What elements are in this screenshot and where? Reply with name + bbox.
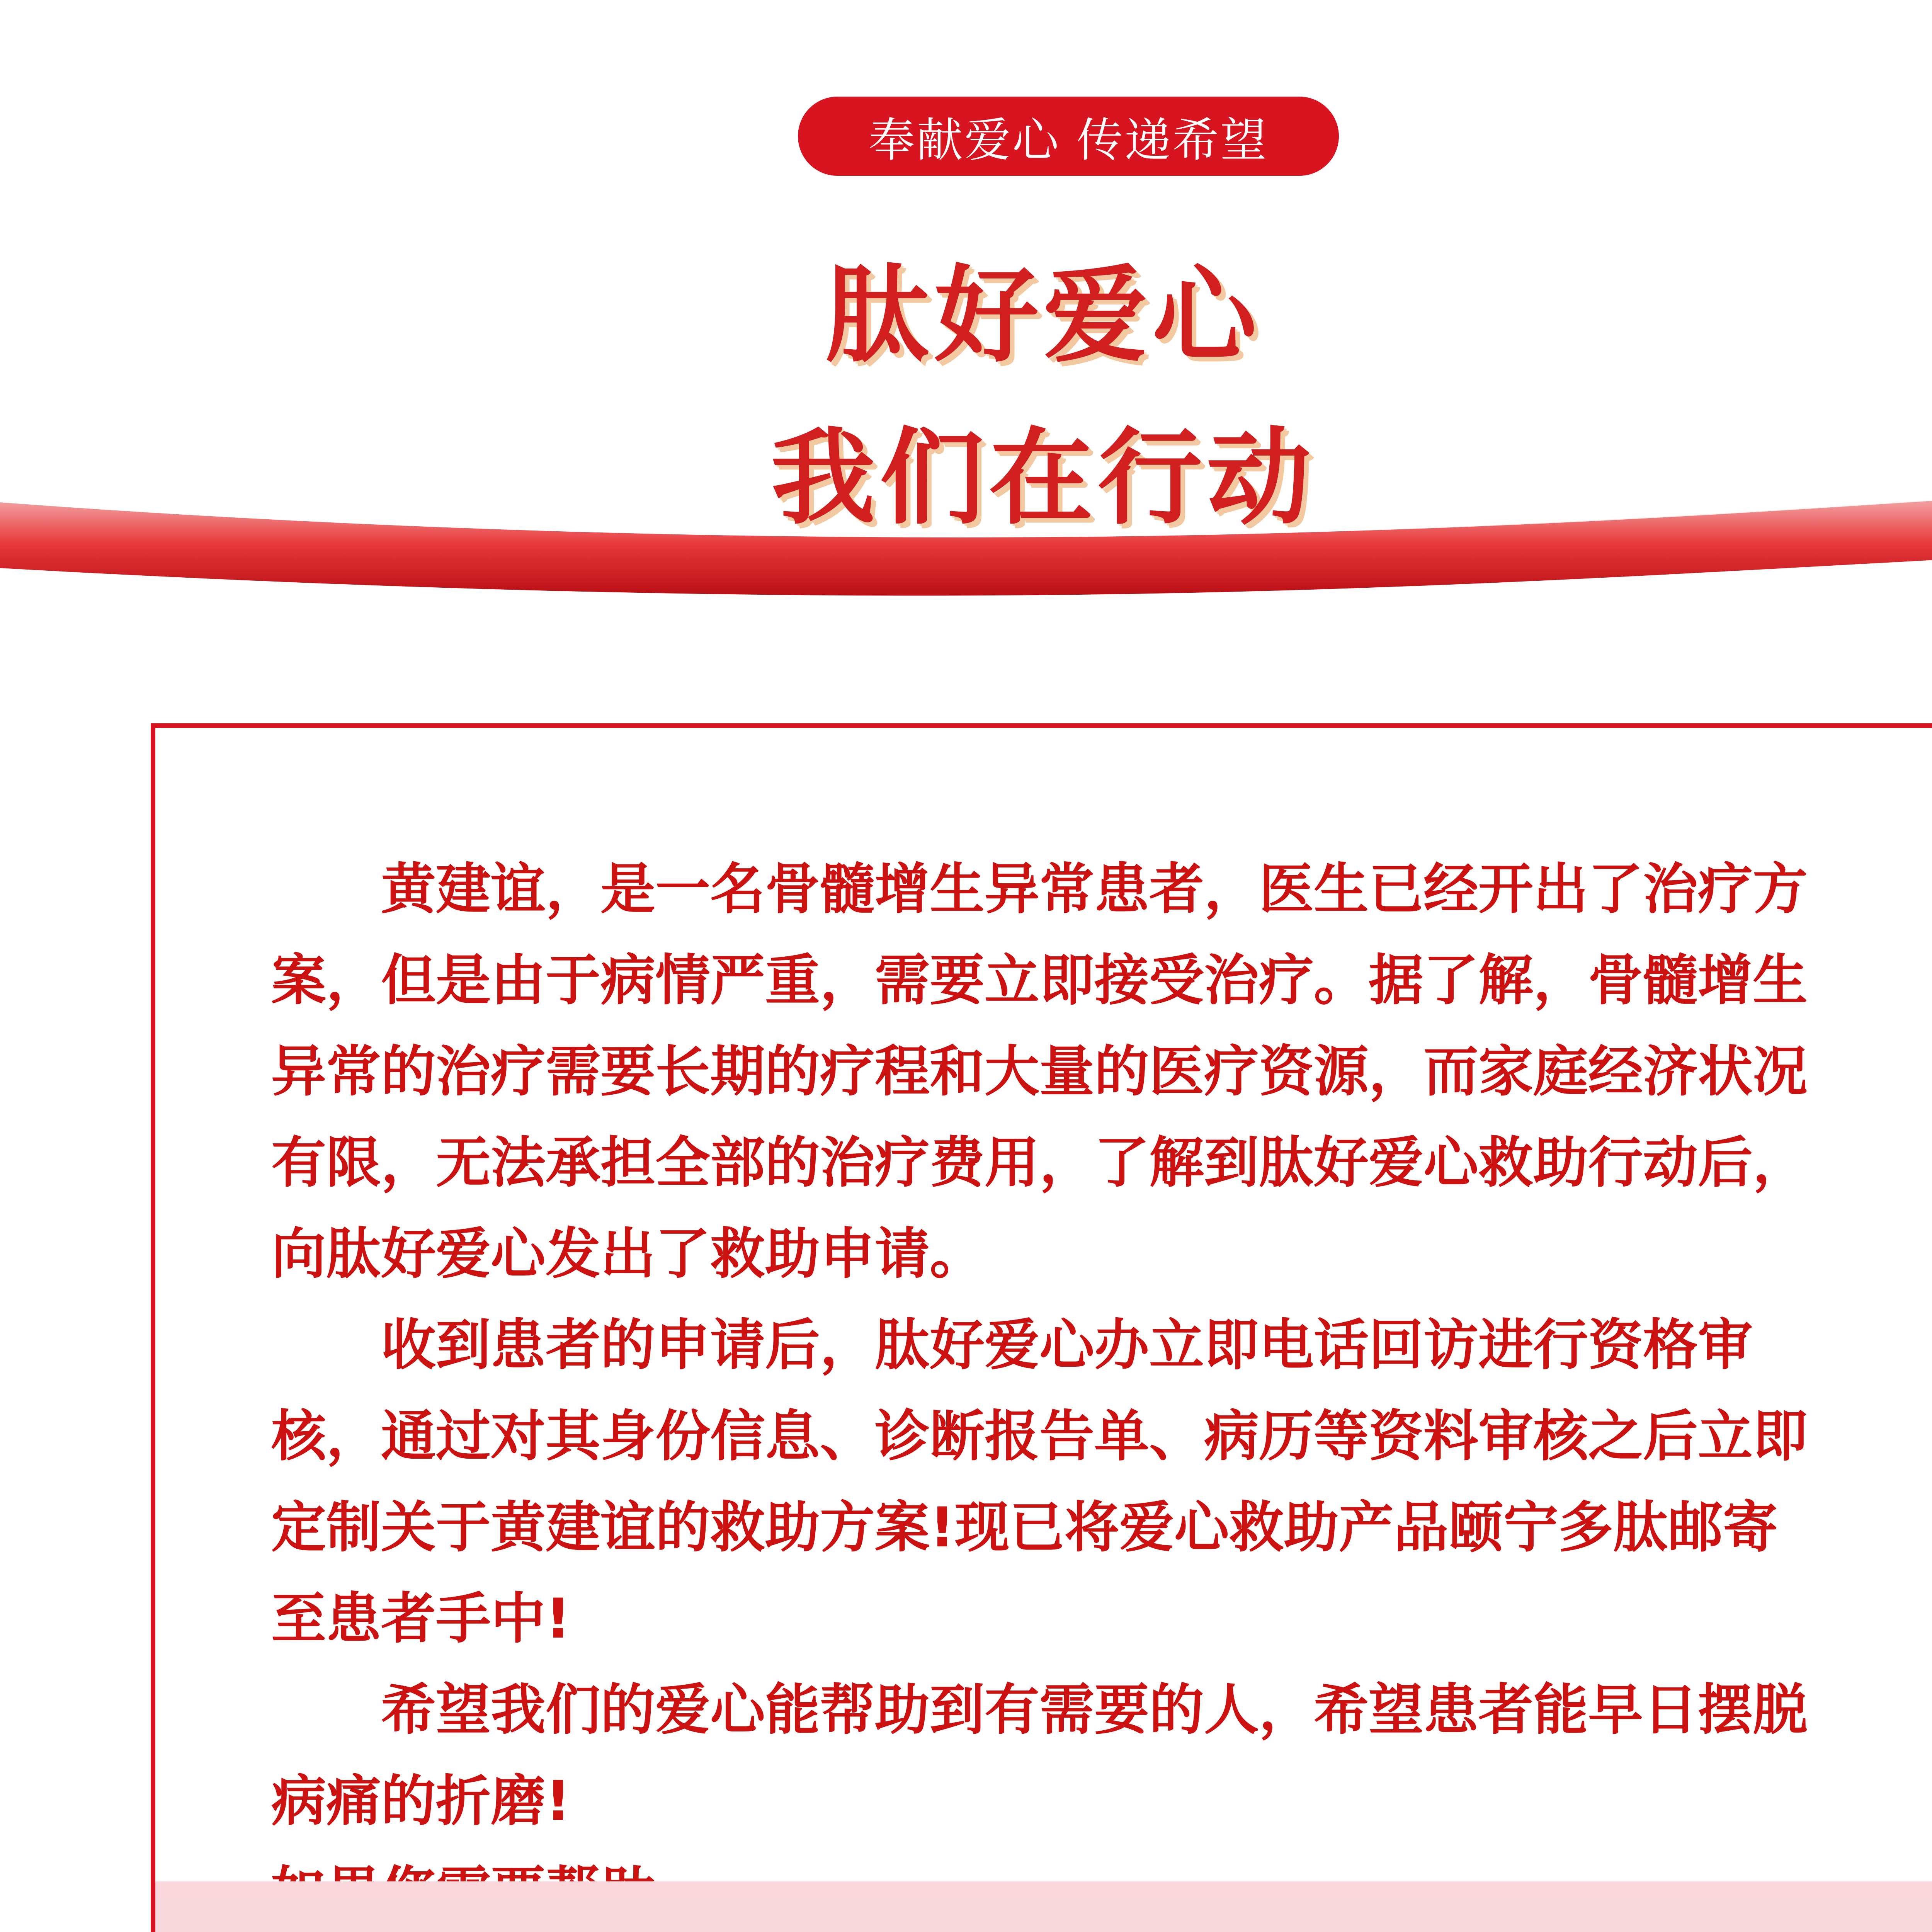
- charity-banner: [155, 1881, 1932, 1932]
- banner-illustration: [155, 1881, 1932, 1932]
- story-panel: [151, 723, 1932, 1932]
- story-text: [271, 844, 1828, 1932]
- story-paragraph-3: 希望我们的爱心能帮助到有需要的人，希望患者能早日摆脱病痛的折磨!: [271, 1678, 1808, 1833]
- slogan-pill: 奉献爱心 传递希望: [798, 97, 1339, 176]
- headline-line-2: 我们在行动: [771, 417, 1316, 539]
- story-paragraph-1: 黄建谊，是一名骨髓增生异常患者，医生已经开出了治疗方案，但是由于病情严重，需要立即接受治疗。据了解，骨髓增生异常的治疗需要长期的疗程和大量的医疗资源，而家庭经济状况有限，无法承担全部的治疗费用，了解到肽好爱心救助行动后，向肽好爱心发出了救助申请。: [271, 857, 1808, 1286]
- header-wave-decoration: [0, 475, 1932, 622]
- story-paragraph-2: 收到患者的申请后，肽好爱心办立即电话回访进行资格审核，通过对其身份信息、诊断报告单、病历等资料审核之后立即定制关于黄建谊的救助方案!现已将爱心救助产品颐宁多肽邮寄至患者手中!: [271, 1313, 1808, 1651]
- headline-line-1: 肽好爱心: [825, 255, 1261, 376]
